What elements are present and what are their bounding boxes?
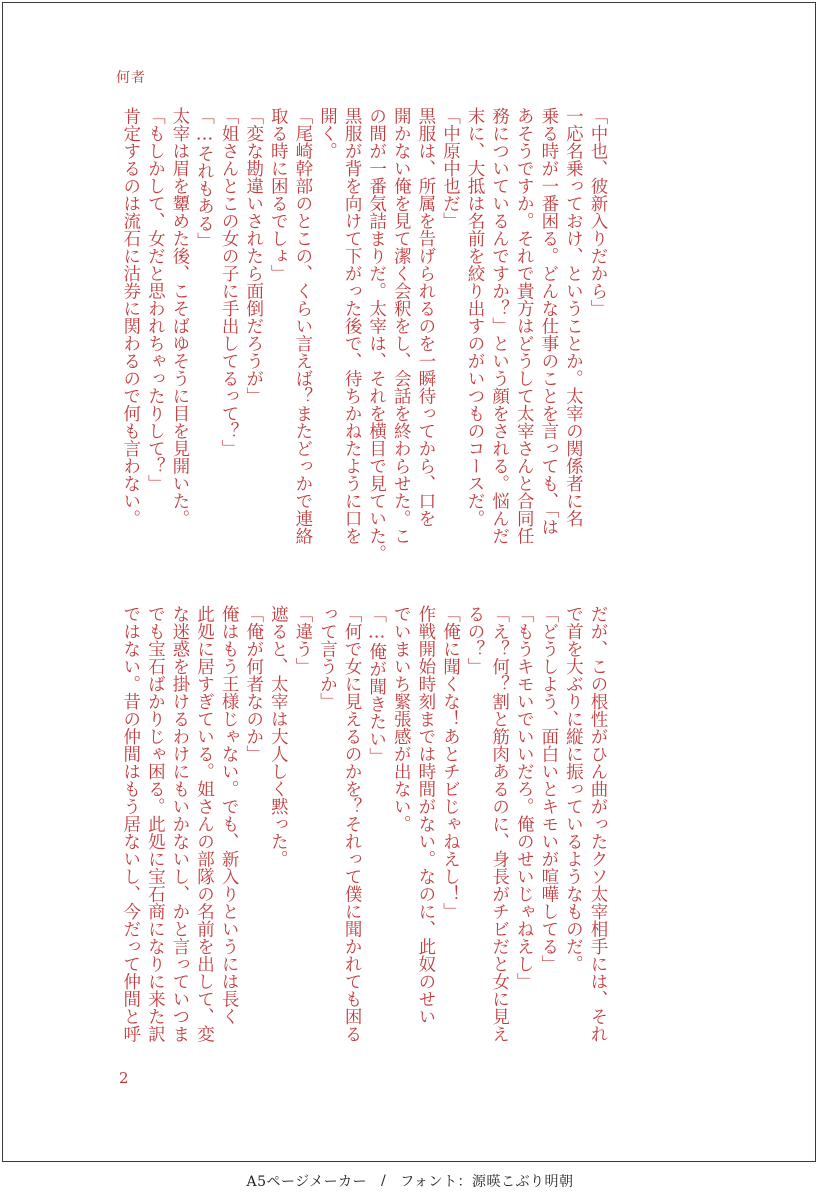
text-block-top [10,107,610,562]
text-line: 「尾崎幹部のとこの、くらい言えば？またどっかで連絡 [292,107,313,545]
page-header-title: 何者 [116,70,146,86]
text-line: 俺はもう王様じゃない。でも、新入りというには長く [219,605,240,1025]
text-line: 乗る時が一番困る。どんな仕事のことを言っても、「は [538,107,559,536]
text-line: の間が一番気詰まりだ。太宰は、それを横目で見ていた。 [366,107,387,562]
text-line: 末に、大抵は名前を絞り出すのがいつものコースだ。 [465,107,486,527]
text-line: って言うか」 [317,605,338,710]
text-line: 「違う」 [292,605,313,675]
text-line: 「もしかして、女だと思われちゃったりして？」 [145,107,166,492]
text-line: あそうですか。それで貴方はどうして太宰さんと合同任 [514,107,535,545]
text-line: 黒服が背を向けて下がった後で、待ちかねたように口を [342,107,363,545]
footer-font-credit: フォント：源暎こぶり明朝 [400,1174,574,1190]
text-line: で首を大ぶりに縦に振っているようなものだ。 [563,605,584,973]
text-line: 「姐さんとこの女の子に手出してるって？」 [219,107,240,457]
text-line: 「…俺が聞きたい」 [366,605,387,765]
footer-separator: / [381,1173,387,1189]
text-line: 「中也、彼新入りだから」 [588,107,608,317]
page-number: 2 [119,1069,129,1087]
text-line: 「え？何？割と筋肉あるのに、身長がチビだと女に見え [489,605,510,1043]
text-line: 「変な勘違いされたら面倒だろうが」 [243,107,264,405]
text-line: でも宝石ばかりじゃ困る。此処に宝石商になりに来た訳 [145,605,166,1043]
text-line: 「俺に聞くな！あとチビじゃねえし！」 [440,605,461,920]
text-line: 「もうキモいでいいだろ。俺のせいじゃねえし」 [514,605,535,990]
text-line: 遮ると、太宰は大人しく黙った。 [268,605,289,868]
text-line: 「どうしよう、面白いとキモいが喧嘩してる」 [538,605,559,973]
text-line: るの？」 [465,605,486,675]
text-block-bottom [10,605,610,1055]
text-line: 作戦開始時刻までは時間がない。なのに、此奴のせい [415,605,436,1025]
footer-app-name: A5ページメーカー [246,1174,367,1190]
text-line: 「何で女に見えるのかを？それって僕に聞かれても困る [342,605,363,1043]
text-line: 一応名乗っておけ、ということか。太宰の関係者に名 [563,107,584,527]
manuscript-page [2,2,816,1162]
text-line: 開かない俺を見て潔く会釈をし、会話を終わらせた。こ [391,107,412,545]
text-line: ではない。昔の仲間はもう居ないし、今だって仲間と呼 [120,605,141,1043]
text-line: 開く。 [317,107,338,160]
text-line: 黒服は、所属を告げられるのを一瞬待ってから、口を [415,107,436,527]
text-line: 「俺が何者なのか」 [243,605,264,763]
text-line: 「中原中也だ」 [440,107,461,230]
text-line: 「…それもある」 [194,107,215,250]
text-line: 肯定するのは流石に沽券に関わるので何も言わない。 [120,107,141,527]
text-line: だが、この根性がひん曲がったクソ太宰相手には、それ [588,605,608,1043]
text-line: 務についているんですか？」という顔をされる。悩んだ [489,107,510,545]
text-line: 太宰は眉を顰めた後、こそばゆそうに目を見開いた。 [169,107,190,527]
footer-credits [0,1162,820,1200]
text-line: 此処に居すぎている。姐さんの部隊の名前を出して、変 [194,605,215,1043]
text-line: 取る時に困るでしょ」 [268,107,289,282]
text-line: な迷惑を掛けるわけにもいかないし、かと言っていつま [169,605,190,1043]
text-line: でいまいち緊張感が出ない。 [391,605,412,833]
